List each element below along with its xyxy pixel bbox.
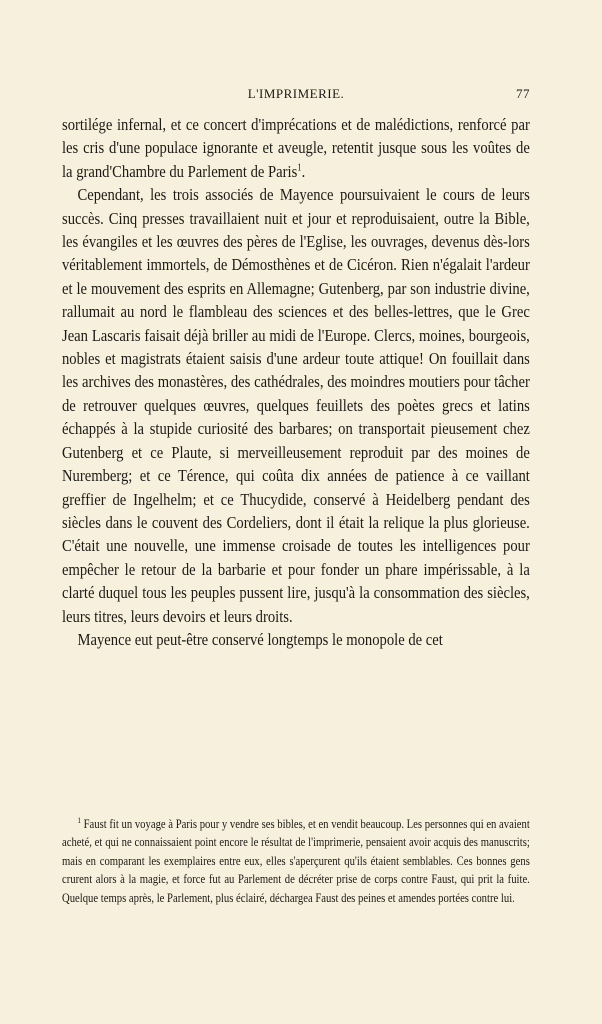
paragraph-3: Mayence eut peut-être conservé longtemps le monopole de cet bbox=[77, 629, 443, 649]
paragraph-1 bbox=[62, 113, 530, 183]
footnote-paragraph bbox=[62, 815, 530, 907]
paragraph-1-text: sortilége infernal, et ce concert d'imprécations et de malédictions, renforcé par les cris d'une populace ignorante et aveugle, retentit jusque sous les voûtes de la grand'Chambre du Parlement de Paris bbox=[62, 115, 530, 181]
footnote-text: Faust fit un voyage à Paris pour y vendre ses bibles, et en vendit beaucoup. Les personnes qui en avaient acheté, et qui ne connaissaient point encore le résultat de l'imprimerie, pensaient avoir acquis des manuscrits; mais en comparant les exemplaires entre eux, elles s'aperçurent qu'ils étaient semblables. Ces bonnes gens crurent alors à la magie, et force fut au Parlement de décréter prise de corps contre Faust, qui prit la fuite. Quelque temps après, le Parlement, plus éclairé, déchargea Faust des peines et amendes portées contre lui. bbox=[62, 817, 530, 905]
chapter-title: L'IMPRIMERIE. bbox=[247, 86, 345, 101]
footnote-reference[interactable]: 1 bbox=[297, 162, 302, 174]
running-head bbox=[62, 86, 530, 106]
footnote bbox=[62, 815, 530, 907]
paragraph-1-end: . bbox=[301, 161, 306, 181]
footnote-mark: 1 bbox=[77, 815, 81, 825]
paragraph-2: Cependant, les trois associés de Mayence poursuivaient le cours de leurs succès. Cinq presses travaillaient nuit et jour et reproduisaient, outre la Bible, les évangiles et les œuvres des pères de l'Eglise, les ouvrages, devenus dès-lors véritablement immortels, de Démosthènes et de Cicéron. Rien n'égalait l'ardeur et le mouvement des esprits en Allemagne; Gutenberg, par son industrie divine, rallumait au nord le flambleau des sciences et des belles-lettres, que le Grec Jean Lascaris faisait déjà briller au midi de l'Europe. Clercs, moines, bourgeois, nobles et magistrats étaient saisis d'une ardeur toute attique! On fouillait dans les archives des monastères, des cathédrales, des moindres moutiers pour tâcher de retrouver quelques œuvres, quelques feuillets des poètes grecs et latins échappés à la stupide curiosité des barbares; on transportait pieusement chez Gutenberg et ce Plaute, si merveilleusement reproduit par des moines de Nuremberg; et ce Térence, qui coûta dix années de patience à ce vaillant greffier de Ingelhelm; et ce Thucydide, conservé à Heidelberg pendant des siècles dans le couvent des Cordeliers, dont il était la relique la plus glorieuse. C'était une nouvelle, une immense croisade de toutes les intelligences pour empêcher le retour de la barbarie et pour fonder un phare impérissable, à la clarté duquel tous les peuples pussent lire, jusqu'à la consommation des siècles, leurs titres, leurs devoirs et leurs droits. bbox=[62, 185, 530, 626]
page-number: 77 bbox=[516, 86, 530, 101]
main-text bbox=[62, 113, 530, 651]
